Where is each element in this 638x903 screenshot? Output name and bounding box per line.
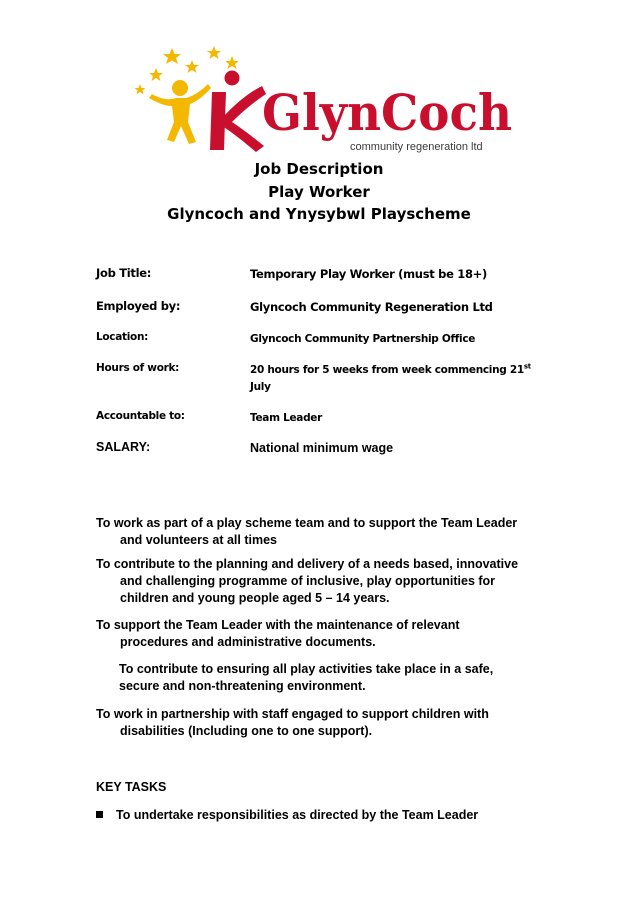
square-bullet-icon (96, 811, 103, 818)
detail-value: Team Leader (250, 412, 322, 424)
detail-label: Hours of work: (96, 362, 180, 374)
detail-label: Location: (96, 331, 149, 343)
duty-line: To contribute to ensuring all play activities take place in a safe, (119, 662, 494, 676)
detail-value: Glyncoch Community Partnership Office (250, 333, 476, 345)
logo-graphic (112, 38, 532, 158)
detail-value: National minimum wage (250, 441, 394, 455)
duty-line: disabilities (Including one to one support). (120, 724, 373, 738)
detail-value: Temporary Play Worker (must be 18+) (250, 267, 487, 281)
logo-tagline: community regeneration ltd (350, 141, 483, 153)
detail-label: Accountable to: (96, 410, 185, 422)
glyncoch-logo (112, 38, 532, 158)
key-task-item (96, 808, 556, 822)
duty-line: To contribute to the planning and delivery of a needs based, innovative (96, 557, 519, 571)
duty-line: procedures and administrative documents. (120, 635, 376, 649)
detail-value: Glyncoch Community Regeneration Ltd (250, 300, 493, 314)
duty-paragraph (96, 617, 546, 651)
duty-paragraph (96, 515, 546, 549)
duty-line: and volunteers at all times (120, 533, 277, 547)
red-k-figure-icon (210, 71, 266, 153)
hours-month: July (250, 381, 271, 393)
duty-line: To support the Team Leader with the maintenance of relevant (96, 618, 460, 632)
page-title: Job Description (254, 160, 384, 178)
detail-label: SALARY: (96, 440, 151, 454)
duty-line: children and young people aged 5 – 14 years. (120, 591, 390, 605)
duty-paragraph (96, 706, 546, 740)
detail-value (250, 362, 540, 396)
duty-line: secure and non-threatening environment. (119, 679, 366, 693)
duty-paragraph (96, 556, 546, 607)
ordinal-suffix: st (523, 362, 531, 371)
yellow-figure-icon (149, 80, 211, 144)
detail-label: Job Title: (96, 266, 152, 280)
key-tasks-heading: KEY TASKS (96, 780, 167, 794)
scheme-heading: Glyncoch and Ynysybwl Playscheme (167, 205, 471, 223)
duty-line: and challenging programme of inclusive, play opportunities for (120, 574, 496, 588)
key-task-text: To undertake responsibilities as directed by the Team Leader (116, 808, 479, 822)
duty-paragraph (119, 661, 539, 695)
duty-line: To work as part of a play scheme team and to support the Team Leader (96, 516, 518, 530)
detail-label: Employed by: (96, 299, 181, 313)
role-heading: Play Worker (268, 183, 370, 201)
hours-text: 20 hours for 5 weeks from week commencing 21 (250, 364, 524, 376)
logo-wordmark: GlynCoch (262, 83, 512, 142)
duty-line: To work in partnership with staff engaged to support children with (96, 707, 489, 721)
